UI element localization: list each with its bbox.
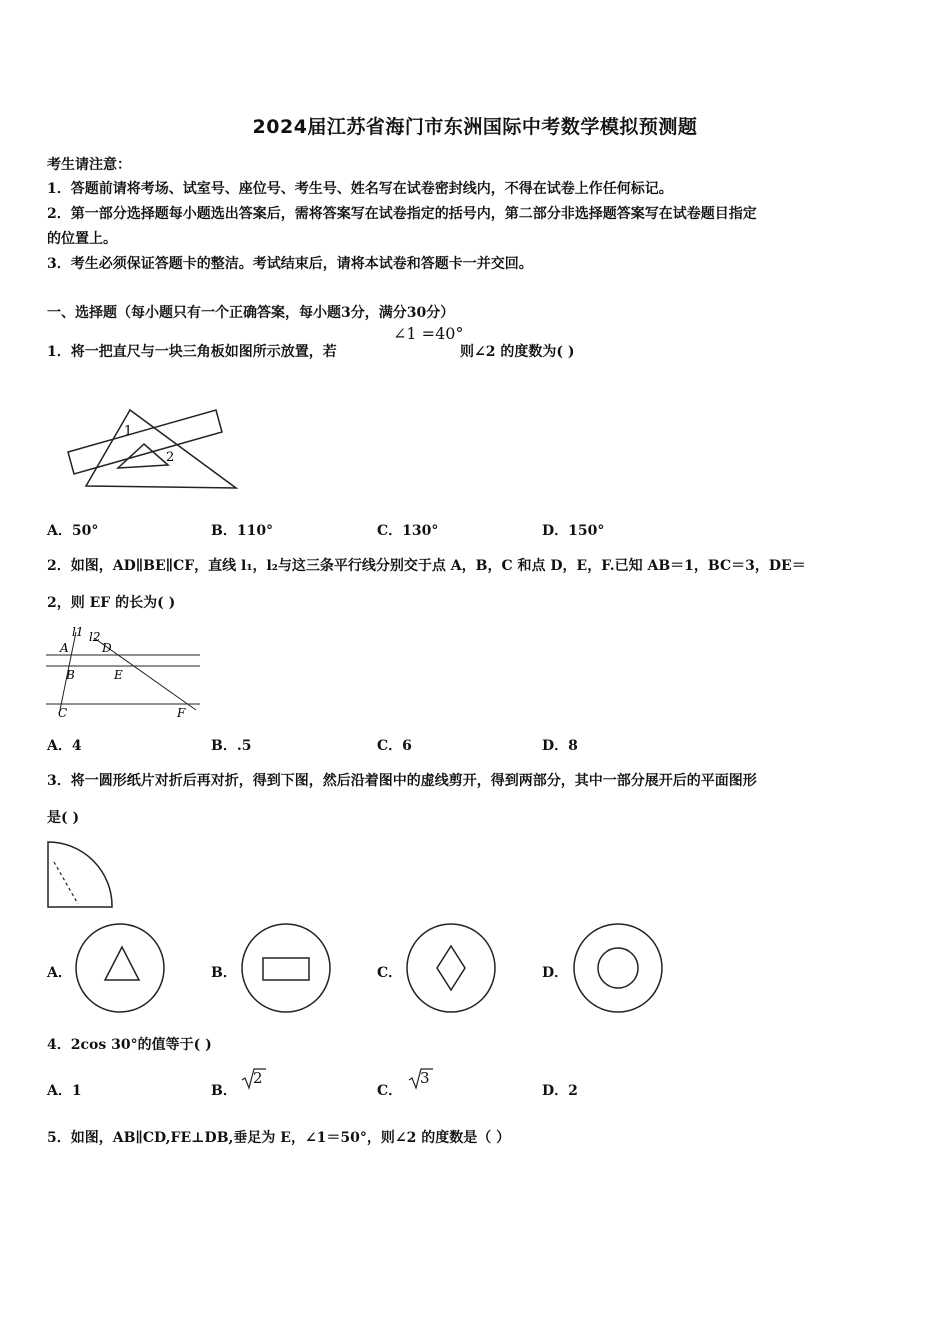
notice-item-2: 2．第一部分选择题每小题选出答案后，需将答案写在试卷指定的括号内，第二部分非选择题答案写在试卷题目指定 [47,206,757,222]
q4-option-c-radicand: 3 [420,1069,430,1087]
q1-option-d[interactable]: D．150° [542,523,605,539]
label-l2: l2 [89,630,101,644]
rectangle-cutout [263,958,309,980]
q2-stem-line2: 2，则 EF 的长为( ) [47,595,176,611]
notice-item-3: 3．考生必须保证答题卡的整洁。考试结束后，请将本试卷和答题卡一并交回。 [47,256,533,272]
rhombus-cutout [437,946,465,990]
notice-heading: 考生请注意： [47,157,131,173]
q3-option-a-figure[interactable] [75,922,167,1014]
q1-option-b[interactable]: B．110° [211,523,274,539]
q3-option-d[interactable]: D． [542,965,569,981]
triangle-inner [118,444,168,468]
q3-stem-line1: 3．将一圆形纸片对折后再对折，得到下图，然后沿着图中的虚线剪开，得到两部分，其中一部分展开后的平面图形 [47,773,757,789]
q3-option-b[interactable]: B． [211,965,237,981]
q1-stem-end: 则∠2 的度数为( ) [460,344,575,360]
label-F: F [177,706,186,720]
label-C: C [58,706,68,720]
q2-option-c[interactable]: C．6 [377,738,412,754]
q3-option-b-figure[interactable] [240,922,332,1014]
q3-folded-paper-figure [46,840,116,910]
q1-formula: ∠1 =40° [393,324,464,343]
q3-option-c-figure[interactable] [405,922,497,1014]
q4-stem: 4．2cos 30°的值等于( ) [47,1037,212,1053]
label-B: B [66,668,75,682]
notice-item-1: 1．答题前请将考场、试室号、座位号、考生号、姓名写在试卷密封线内，不得在试卷上作任何标记。 [47,181,673,197]
label-l1: l1 [72,625,84,639]
label-D: D [102,641,112,655]
angle-label-1: 1 [124,424,133,439]
triangle-cutout [105,947,139,980]
q2-option-a[interactable]: A．4 [47,738,82,754]
q5-stem: 5．如图，AB∥CD,FE⊥DB,垂足为 E，∠1＝50°，则∠2 的度数是（ ） [47,1130,511,1146]
q4-option-a[interactable]: A．1 [47,1083,82,1099]
q4-option-c[interactable]: C． [377,1083,403,1099]
q2-stem-line1: 2．如图，AD∥BE∥CF，直线 l₁，l₂与这三条平行线分别交于点 A，B，C 和点 D，E，F.已知 AB＝1，BC＝3，DE＝ [47,558,806,574]
q4-option-d[interactable]: D．2 [542,1083,578,1099]
q3-option-d-figure[interactable] [572,922,664,1014]
q1-option-a[interactable]: A．50° [47,523,99,539]
q3-option-a[interactable]: A． [47,965,72,981]
notice-item-2-cont: 的位置上。 [47,231,117,247]
ruler-shape [68,410,222,474]
q2-option-d[interactable]: D．8 [542,738,578,754]
label-A: A [60,641,69,655]
circle-cutout [598,948,638,988]
q1-stem: 1．将一把直尺与一块三角板如图所示放置，若 [47,344,337,360]
page-title: 2024届江苏省海门市东洲国际中考数学模拟预测题 [252,116,698,138]
q1-figure [60,404,245,496]
angle-label-2: 2 [166,450,175,465]
q3-stem-line2: 是( ) [47,810,80,826]
q2-option-b[interactable]: B．.5 [211,738,252,754]
q4-option-b-radicand: 2 [253,1069,263,1087]
q2-figure [44,624,204,722]
q1-option-c[interactable]: C．130° [377,523,439,539]
q4-option-b[interactable]: B． [211,1083,237,1099]
q3-option-c[interactable]: C． [377,965,403,981]
label-E: E [114,668,123,682]
section-heading: 一、选择题（每小题只有一个正确答案，每小题3分，满分30分） [47,305,455,321]
